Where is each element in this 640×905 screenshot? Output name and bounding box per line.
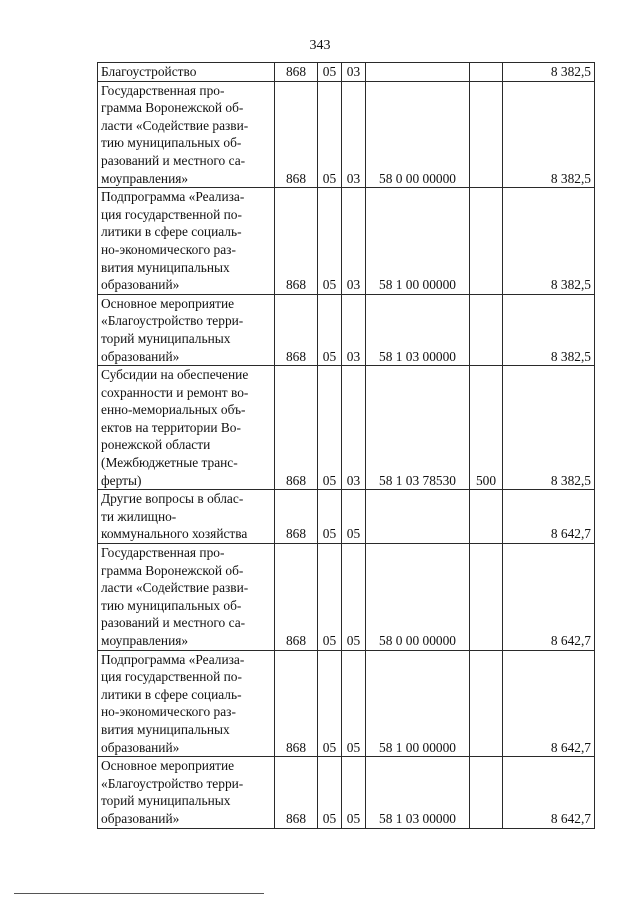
amount-cell: 8 642,7 [503,650,595,757]
item-name-cell: Основное мероприятие «Благоустройство терри- торий муниципальных образований» [98,757,275,828]
target-article-cell [366,490,470,544]
subsection-code-cell: 03 [342,294,366,365]
item-name-cell: Государственная про- грамма Воронежской об- ласти «Содействие разви- тию муниципальных об- разований и местного са- моуправления» [98,544,275,651]
section-code-cell: 05 [318,650,342,757]
section-code-cell: 05 [318,757,342,828]
item-name-cell: Субсидии на обеспечение сохранности и ремонт во- енно-мемориальных объ- ектов на территории Во- ронежской области (Межбюджетные транс- ферты) [98,366,275,490]
subsection-code-cell: 03 [342,63,366,82]
target-article-cell: 58 1 00 00000 [366,188,470,295]
budget-table-body [98,63,595,829]
item-name-cell: Подпрограмма «Реализа- ция государственной по- литики в сфере социаль- но-экономического раз- вития муниципальных образований» [98,650,275,757]
target-article-cell: 58 1 03 00000 [366,294,470,365]
target-article-cell: 58 0 00 00000 [366,81,470,188]
ministry-code-cell: 868 [275,366,318,490]
subsection-code-cell: 03 [342,366,366,490]
expense-type-cell [470,544,503,651]
table-row [98,294,595,365]
amount-cell: 8 642,7 [503,757,595,828]
ministry-code-cell: 868 [275,63,318,82]
section-code-cell: 05 [318,490,342,544]
expense-type-cell [470,63,503,82]
ministry-code-cell: 868 [275,188,318,295]
budget-table [97,62,595,829]
expense-type-cell [470,650,503,757]
expense-type-cell [470,490,503,544]
item-name-cell: Подпрограмма «Реализа- ция государственной по- литики в сфере социаль- но-экономического раз- вития муниципальных образований» [98,188,275,295]
item-name-cell: Благоустройство [98,63,275,82]
table-row [98,366,595,490]
section-code-cell: 05 [318,188,342,295]
amount-cell: 8 382,5 [503,366,595,490]
subsection-code-cell: 05 [342,490,366,544]
table-row [98,650,595,757]
subsection-code-cell: 03 [342,188,366,295]
target-article-cell: 58 0 00 00000 [366,544,470,651]
section-code-cell: 05 [318,544,342,651]
target-article-cell: 58 1 03 78530 [366,366,470,490]
amount-cell: 8 382,5 [503,188,595,295]
section-code-cell: 05 [318,366,342,490]
table-row [98,544,595,651]
ministry-code-cell: 868 [275,757,318,828]
section-code-cell: 05 [318,81,342,188]
ministry-code-cell: 868 [275,650,318,757]
amount-cell: 8 382,5 [503,294,595,365]
table-row [98,188,595,295]
subsection-code-cell: 03 [342,81,366,188]
ministry-code-cell: 868 [275,81,318,188]
expense-type-cell [470,188,503,295]
target-article-cell [366,63,470,82]
expense-type-cell [470,294,503,365]
table-row [98,63,595,82]
table-row [98,757,595,828]
page-number: 343 [309,38,331,53]
subsection-code-cell: 05 [342,757,366,828]
amount-cell: 8 382,5 [503,81,595,188]
subsection-code-cell: 05 [342,544,366,651]
table-row [98,490,595,544]
section-code-cell: 05 [318,63,342,82]
expense-type-cell: 500 [470,366,503,490]
target-article-cell: 58 1 00 00000 [366,650,470,757]
amount-cell: 8 642,7 [503,544,595,651]
amount-cell: 8 642,7 [503,490,595,544]
footnote-rule [14,893,264,894]
section-code-cell: 05 [318,294,342,365]
table-row [98,81,595,188]
ministry-code-cell: 868 [275,544,318,651]
expense-type-cell [470,757,503,828]
target-article-cell: 58 1 03 00000 [366,757,470,828]
expense-type-cell [470,81,503,188]
item-name-cell: Государственная про- грамма Воронежской об- ласти «Содействие разви- тию муниципальных об- разований и местного са- моуправления» [98,81,275,188]
ministry-code-cell: 868 [275,294,318,365]
amount-cell: 8 382,5 [503,63,595,82]
item-name-cell: Основное мероприятие «Благоустройство терри- торий муниципальных образований» [98,294,275,365]
ministry-code-cell: 868 [275,490,318,544]
subsection-code-cell: 05 [342,650,366,757]
item-name-cell: Другие вопросы в облас- ти жилищно- коммунального хозяйства [98,490,275,544]
